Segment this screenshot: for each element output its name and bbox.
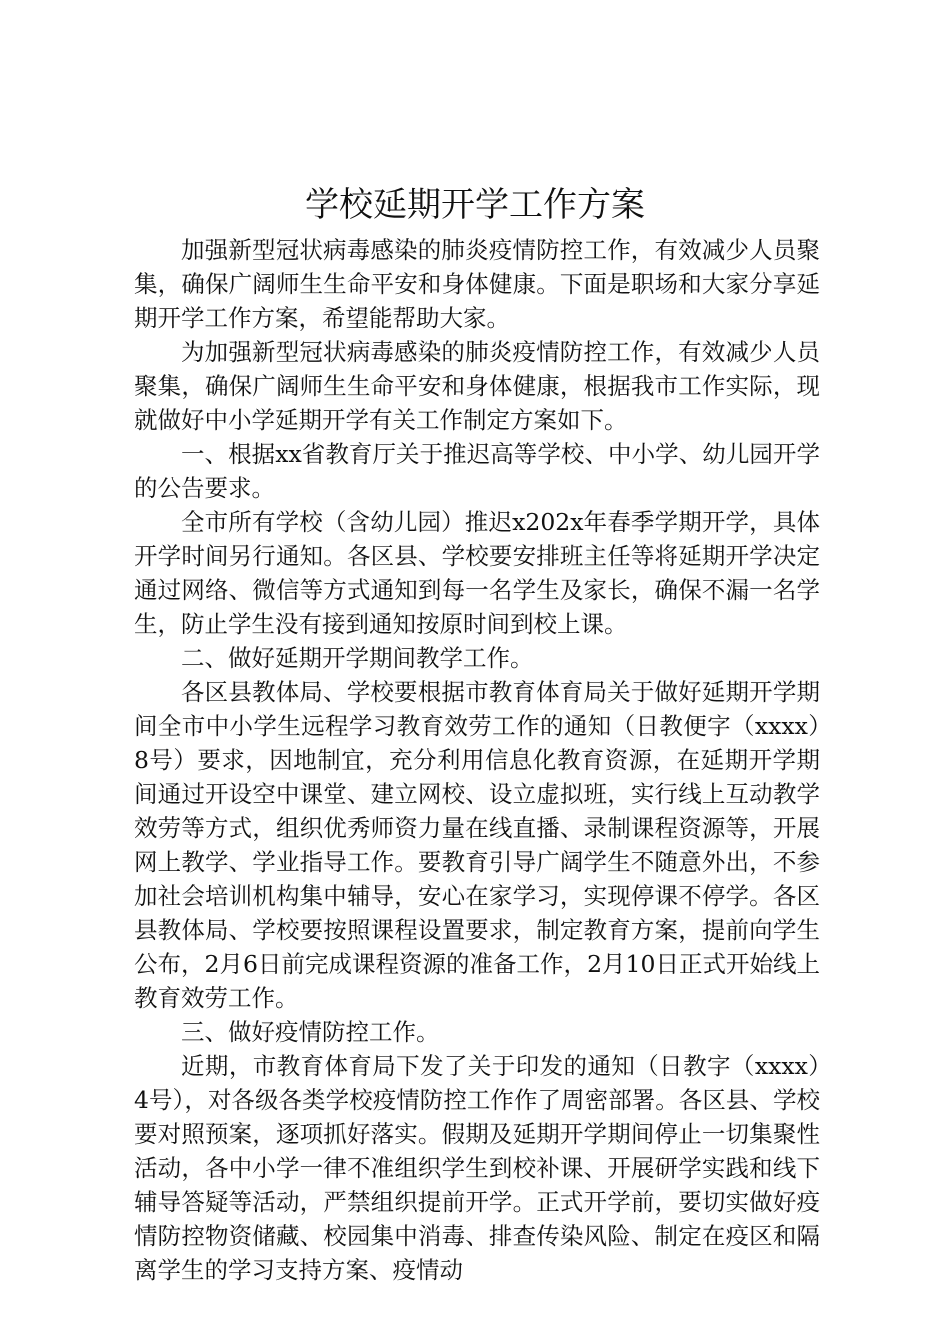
paragraph-intro: 加强新型冠状病毒感染的肺炎疫情防控工作，有效减少人员聚集，确保广阔师生生命平安和身体健康。下面是职场和大家分享延期开学工作方案，希望能帮助大家。: [134, 236, 820, 332]
paragraph-purpose: 为加强新型冠状病毒感染的肺炎疫情防控工作，有效减少人员聚集，确保广阔师生生命平安和身体健康，根据我市工作实际，现就做好中小学延期开学有关工作制定方案如下。: [134, 338, 820, 434]
paragraph-section-2: 各区县教体局、学校要根据市教育体育局关于做好延期开学期间全市中小学生远程学习教育效劳工作的通知（日教便字（xxxx）8号）要求，因地制宜，充分利用信息化教育资源，在延期开学期间通过开设空中课堂、建立网校、设立虚拟班，实行线上互动教学效劳等方式，组织优秀师资力量在线直播、录制课程资源等，开展网上教学、学业指导工作。要教育引导广阔学生不随意外出，不参加社会培训机构集中辅导，安心在家学习，实现停课不停学。各区县教体局、学校要按照课程设置要求，制定教育方案，提前向学生公布，2月6日前完成课程资源的准备工作，2月10日正式开始线上教育效劳工作。: [134, 678, 820, 1012]
document-body: [134, 233, 820, 1287]
section-heading-3: 三、做好疫情防控工作。: [181, 1018, 440, 1046]
document-title: 学校延期开学工作方案: [305, 185, 645, 225]
section-heading-2: 二、做好延期开学期间教学工作。: [181, 644, 534, 672]
paragraph-section-3: 近期，市教育体育局下发了关于印发的通知（日教字（xxxx）4号），对各级各类学校疫情防控工作作了周密部署。各区县、学校要对照预案，逐项抓好落实。假期及延期开学期间停止一切集聚性活动，各中小学一律不准组织学生到校补课、开展研学实践和线下辅导答疑等活动，严禁组织提前开学。正式开学前，要切实做好疫情防控物资储藏、校园集中消毒、排查传染风险、制定在疫区和隔离学生的学习支持方案、疫情动: [134, 1052, 820, 1284]
paragraph-section-1: 全市所有学校（含幼儿园）推迟x202x年春季学期开学，具体开学时间另行通知。各区县、学校要安排班主任等将延期开学决定通过网络、微信等方式通知到每一名学生及家长，确保不漏一名学生，防止学生没有接到通知按原时间到校上课。: [134, 508, 820, 638]
section-heading-1: 一、根据xx省教育厅关于推迟高等学校、中小学、幼儿园开学的公告要求。: [134, 440, 820, 502]
